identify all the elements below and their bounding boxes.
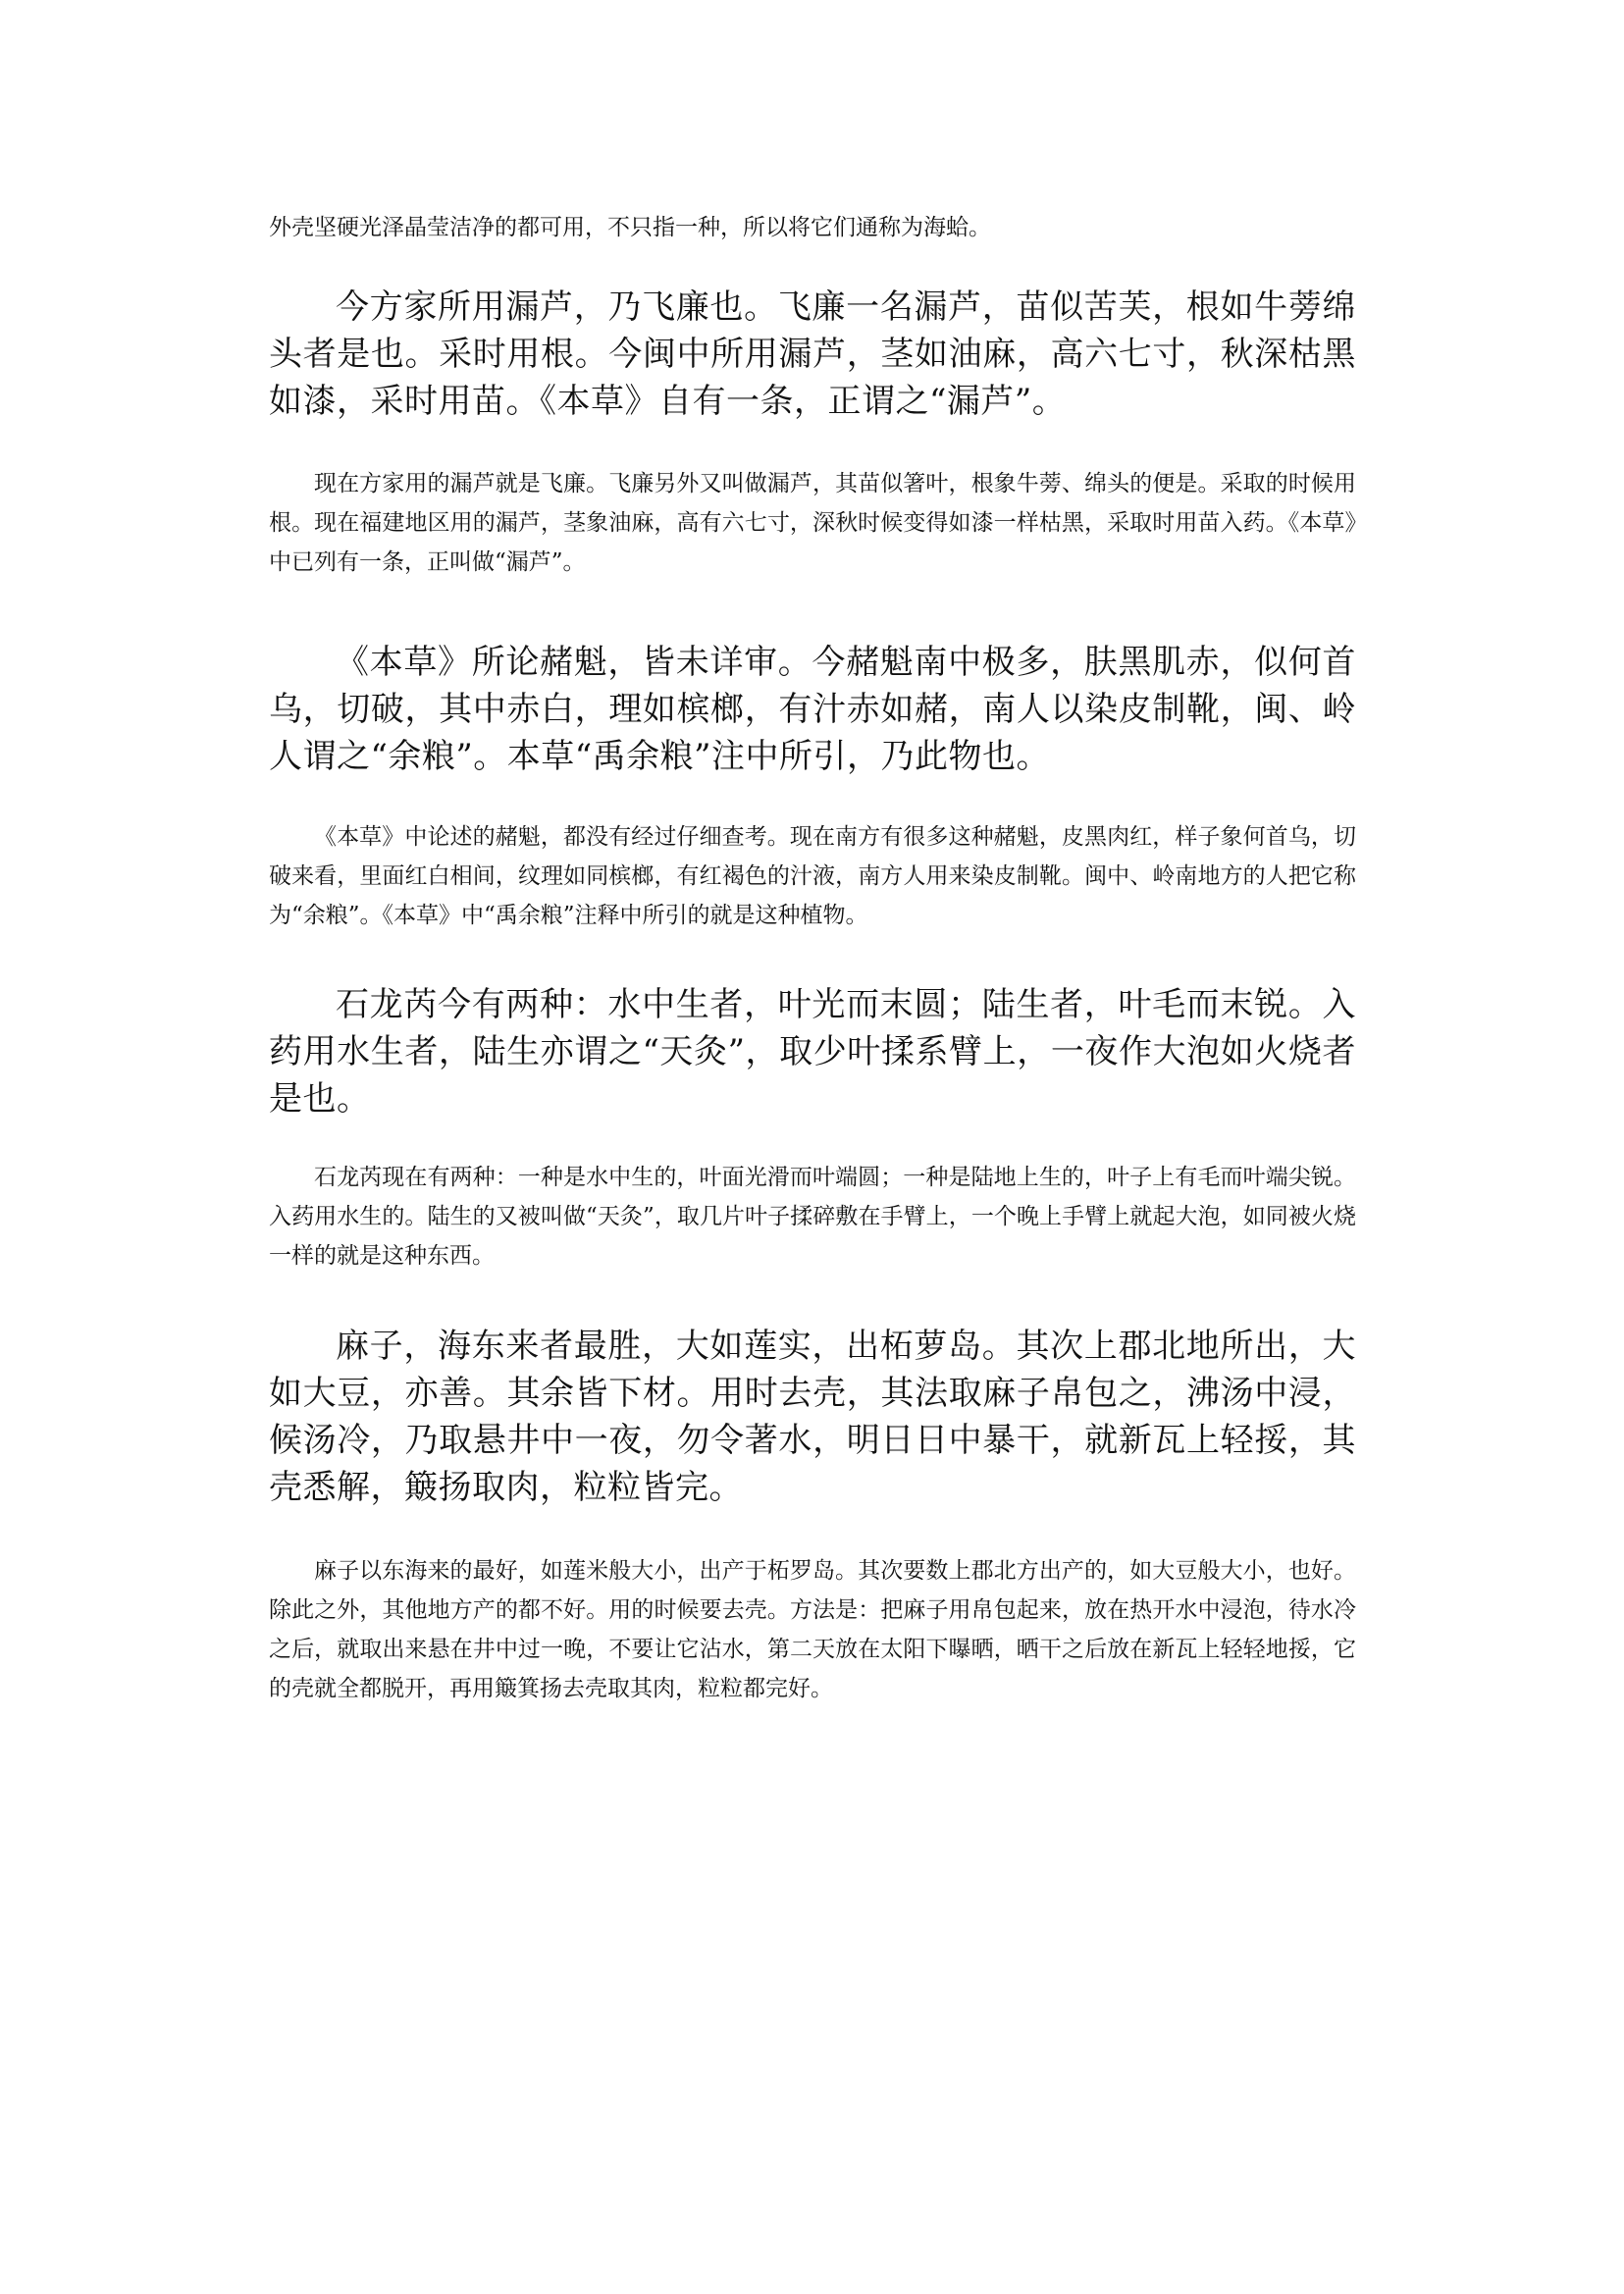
paragraph-original-shiLongRui: 石龙芮今有两种：水中生者，叶光而末圆；陆生者，叶毛而末锐。入药用水生者，陆生亦谓之“天灸”，取少叶揉系臂上，一夜作大泡如火烧者是也。: [269, 985, 1356, 1119]
paragraph-original-zheKui: 《本草》所论赭魁，皆未详审。今赭魁南中极多，肤黑肌赤，似何首乌，切破，其中赤白，理如槟榔，有汁赤如赭，南人以染皮制靴，闽、岭人谓之“余粮”。本草“禹余粮”注中所引，乃此物也。: [269, 643, 1356, 776]
paragraph-original-louLu: 今方家所用漏芦，乃飞廉也。飞廉一名漏芦，苗似苦芙，根如牛蒡绵头者是也。采时用根。今闽中所用漏芦，茎如油麻，高六七寸，秋深枯黑如漆，采时用苗。《本草》自有一条，正谓之“漏芦”。: [269, 287, 1356, 421]
paragraph-translation-shiLongRui: 石龙芮现在有两种：一种是水中生的，叶面光滑而叶端圆；一种是陆地上生的，叶子上有毛而叶端尖锐。入药用水生的。陆生的又被叫做“天灸”，取几片叶子揉碎敷在手臂上，一个晚上手臂上就起大泡，如同被火烧一样的就是这种东西。: [269, 1165, 1356, 1269]
paragraph-translation-maZi: 麻子以东海来的最好，如莲米般大小，出产于柘罗岛。其次要数上郡北方出产的，如大豆般大小，也好。除此之外，其他地方产的都不好。用的时候要去壳。方法是：把麻子用帛包起来，放在热开水中浸泡，待水冷之后，就取出来悬在井中过一晚，不要让它沾水，第二天放在太阳下曝晒，晒干之后放在新瓦上轻轻地挼，它的壳就全都脱开，再用簸箕扬去壳取其肉，粒粒都完好。: [269, 1558, 1356, 1701]
paragraph-original-maZi: 麻子，海东来者最胜，大如莲实，出柘萝岛。其次上郡北地所出，大如大豆，亦善。其余皆下材。用时去壳，其法取麻子帛包之，沸汤中浸，候汤冷，乃取悬井中一夜，勿令著水，明日日中暴干，就新瓦上轻挼，其壳悉解，簸扬取肉，粒粒皆完。: [269, 1327, 1356, 1507]
paragraph-translation-louLu: 现在方家用的漏芦就是飞廉。飞廉另外又叫做漏芦，其苗似箸叶，根象牛蒡、绵头的便是。采取的时候用根。现在福建地区用的漏芦，茎象油麻，高有六七寸，深秋时候变得如漆一样枯黑，采取时用苗入药。《本草》中已列有一条，正叫做“漏芦”。: [269, 471, 1356, 575]
paragraph-translation-haige: 外壳坚硬光泽晶莹洁净的都可用，不只指一种，所以将它们通称为海蛤。: [269, 215, 991, 240]
paragraph-translation-zheKui: 《本草》中论述的赭魁，都没有经过仔细查考。现在南方有很多这种赭魁，皮黑肉红，样子象何首乌，切破来看，里面红白相间，纹理如同槟榔，有红褐色的汁液，南方人用来染皮制靴。闽中、岭南地方的人把它称为“余粮”。《本草》中“禹余粮”注释中所引的就是这种植物。: [269, 824, 1356, 928]
